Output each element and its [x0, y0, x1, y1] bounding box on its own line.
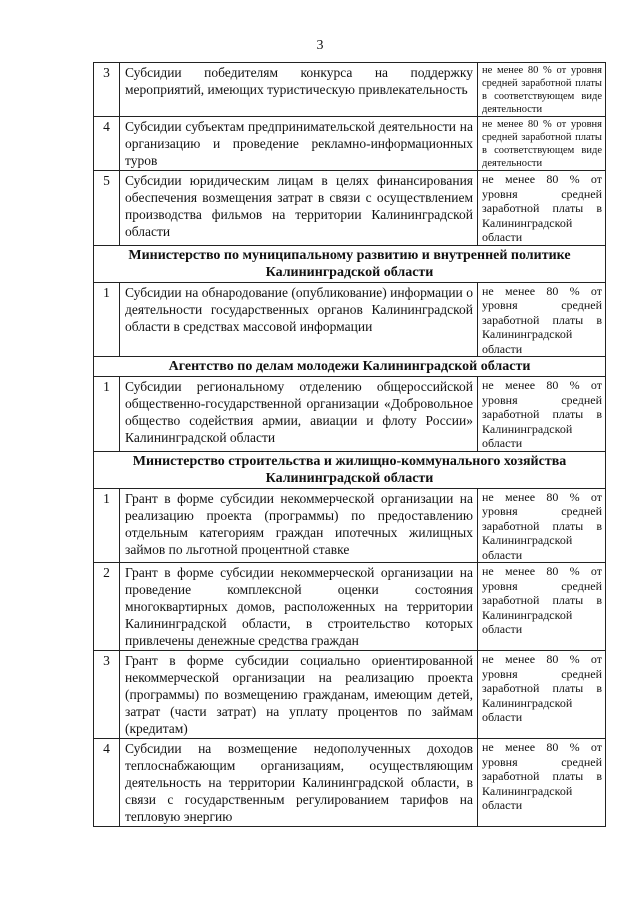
row-number: 4 [94, 739, 120, 827]
section-header-row [94, 451, 606, 488]
section-header-row [94, 245, 606, 282]
row-number: 2 [94, 563, 120, 651]
salary-requirement: не менее 80 % от уровня средней заработной платы в соответствующем виде деятельности [478, 63, 606, 117]
table-row [94, 563, 606, 651]
section-title: Агентство по делам молодежи Калининградской области [94, 357, 606, 377]
table-row [94, 739, 606, 827]
salary-requirement: не менее 80 % от уровня средней заработной платы в Калининградской области [478, 651, 606, 739]
subsidy-description: Грант в форме субсидии некоммерческой организации на реализацию проекта (программы) по предоставлению отдельным категориям граждан ипотечных жилищных займов по льготной процентной ставке [120, 488, 478, 563]
row-number: 4 [94, 117, 120, 171]
salary-requirement: не менее 80 % от уровня средней заработной платы в соответствующем виде деятельности [478, 117, 606, 171]
subsidy-description: Грант в форме субсидии некоммерческой организации на проведение комплексной оценки состояния многоквартирных домов, расположенных на территории Калининградской области, в строительство которых привлечены денежные средства граждан [120, 563, 478, 651]
subsidy-description: Субсидии победителям конкурса на поддержку мероприятий, имеющих туристическую привлекательность [120, 63, 478, 117]
salary-requirement: не менее 80 % от уровня средней заработной платы в Калининградской области [478, 563, 606, 651]
row-number: 3 [94, 63, 120, 117]
subsidy-description: Грант в форме субсидии социально ориентированной некоммерческой организации на реализацию проекта (программы) по возмещению гражданам, имеющим детей, затрат (части затрат) на уплату процентов по займам (кредитам) [120, 651, 478, 739]
salary-requirement: не менее 80 % от уровня средней заработной платы в Калининградской области [478, 377, 606, 452]
table-row [94, 63, 606, 117]
row-number: 1 [94, 488, 120, 563]
table-row [94, 377, 606, 452]
table-row [94, 171, 606, 246]
row-number: 3 [94, 651, 120, 739]
table-row [94, 117, 606, 171]
section-title: Министерство по муниципальному развитию и внутренней политике Калининградской области [94, 245, 606, 282]
salary-requirement: не менее 80 % от уровня средней заработной платы в Калининградской области [478, 282, 606, 357]
subsidy-table-body [94, 63, 606, 827]
subsidy-description: Субсидии юридическим лицам в целях финансирования обеспечения возмещения затрат в связи с осуществлением производства фильмов на территории Калининградской области [120, 171, 478, 246]
section-title: Министерство строительства и жилищно-коммунального хозяйства Калининградской области [94, 451, 606, 488]
subsidy-description: Субсидии на обнародование (опубликование) информации о деятельности государственных органов Калининградской области в средствах массовой информации [120, 282, 478, 357]
row-number: 5 [94, 171, 120, 246]
subsidy-description: Субсидии субъектам предпринимательской деятельности на организацию и проведение рекламно-информационных туров [120, 117, 478, 171]
row-number: 1 [94, 377, 120, 452]
table-row [94, 651, 606, 739]
page-number: 3 [316, 38, 324, 53]
section-header-row [94, 357, 606, 377]
salary-requirement: не менее 80 % от уровня средней заработной платы в Калининградской области [478, 171, 606, 246]
table-row [94, 282, 606, 357]
subsidy-table [93, 62, 606, 827]
subsidy-description: Субсидии на возмещение недополученных доходов теплоснабжающим организациям, осуществляющим деятельность на территории Калининградской области, в связи с государственным регулированием тарифов на тепловую энергию [120, 739, 478, 827]
salary-requirement: не менее 80 % от уровня средней заработной платы в Калининградской области [478, 739, 606, 827]
table-row [94, 488, 606, 563]
salary-requirement: не менее 80 % от уровня средней заработной платы в Калининградской области [478, 488, 606, 563]
subsidy-description: Субсидии региональному отделению общероссийской общественно-государственной организации «Добровольное общество содействия армии, авиации и флоту России» Калининградской области [120, 377, 478, 452]
row-number: 1 [94, 282, 120, 357]
